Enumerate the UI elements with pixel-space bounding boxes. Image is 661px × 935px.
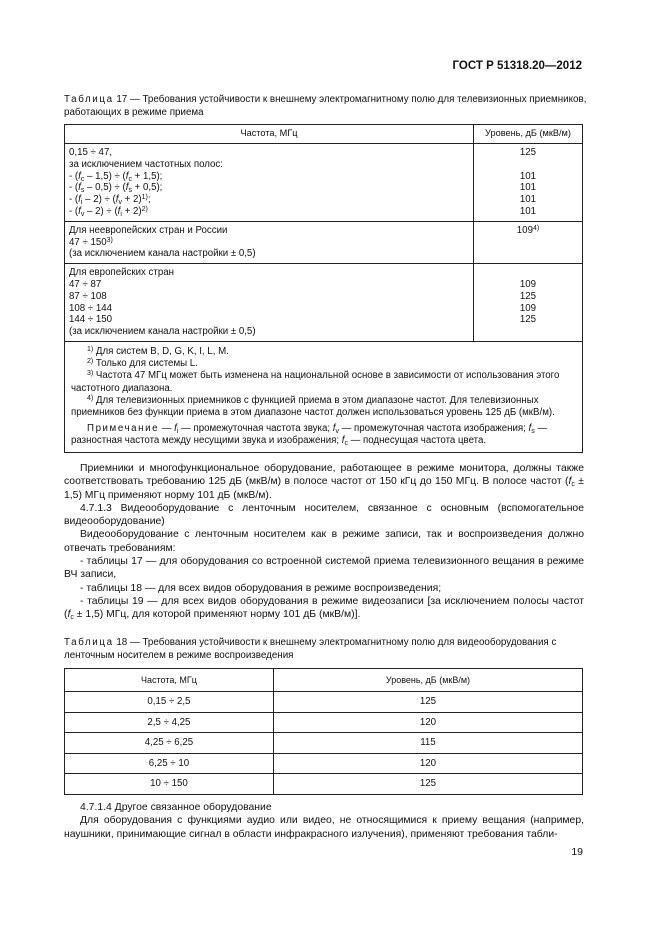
table17-cell: Для неевропейских стран и России (69, 224, 228, 236)
table17-value: 101 (519, 182, 537, 194)
table17-cell: Для европейских стран (69, 267, 174, 279)
table17-footnotes (65, 341, 583, 452)
table17-cell: за исключением частотных полос: (69, 158, 223, 170)
table17-col-level: Уровень, дБ (мкВ/м) (474, 125, 583, 144)
table17-cell: - $(f_v - 2) \div (f_i + 2)^{2)}$ (69, 205, 148, 218)
table17-cell: - $(f_i - 2) \div (f_v + 2)^{1)}$; (69, 194, 151, 207)
note-text: — $f_i$ — промежуточная частота звука; $f_v$ — промежуточная частота изображения; $f_s$ — разностная частота между несущими звука и изображения; $f_c$ — поднесущая частота цвета. (71, 423, 548, 448)
table18-caption-text: 18 — Требования устойчивости к внешнему электромагнитному полю для видеооборудования с ленточным носителем в режиме воспроизведения (64, 637, 557, 661)
table-row (65, 733, 583, 754)
table18-label: Таблица (64, 637, 114, 648)
table-17 (64, 124, 583, 453)
section-4-7-1-4-text: Для оборудования с функциями аудио или видео, не относящимися к приему вещания (например, наушники, принимающие сигнал в области инфракрасного излучения), применяют требования табли- (64, 815, 584, 840)
table-row (65, 774, 583, 795)
table17-value: 109 (519, 278, 537, 290)
body-text (64, 462, 584, 622)
table17-group-european (65, 264, 583, 342)
section-4-7-1-3-heading: 4.7.1.3 Видеооборудование с ленточным носителем, связанное с основным (вспомогательное видеооборудование) (64, 502, 584, 528)
table18-level: 125 (273, 774, 582, 795)
table17-cell: 0,15 ÷ 47, (69, 147, 113, 158)
table17-cell: 47 ÷ 87 (69, 278, 102, 290)
table17-col-frequency: Частота, МГц (65, 125, 474, 144)
table17-value: 125 (519, 290, 537, 302)
table17-value: 101 (519, 170, 537, 182)
table17-group-general (65, 144, 583, 222)
table17-cell: (за исключением канала настройки ± 0,5) (69, 326, 256, 338)
table17-group-non-european (65, 221, 583, 263)
note-label: Примечание (87, 423, 160, 435)
table18-freq: 4,25 ÷ 6,25 (65, 733, 274, 754)
table18-level: 120 (273, 753, 582, 774)
table17-caption (64, 93, 596, 119)
list-item-table-18: - таблицы 18 — для всех видов оборудования в режиме воспроизведения; (80, 582, 442, 594)
table17-cell: - $(f_c - 1,5) \div (f_c + 1,5)$; (69, 170, 163, 183)
table17-value: 125 (519, 314, 537, 326)
table18-caption (64, 636, 596, 662)
table17-cell: 87 ÷ 108 (69, 290, 107, 302)
table17-value: 101 (519, 194, 537, 206)
standard-number: ГОСТ Р 51318.20—2012 (452, 60, 582, 72)
table17-caption-text: 17 — Требования устойчивости к внешнему электромагнитному полю для телевизионных приемников, работающих в режиме приема (64, 94, 587, 118)
paragraph-requirements: Видеооборудование с ленточным носителем как в режиме записи, так и воспроизведения должно отвечать требованиям: (64, 529, 584, 554)
table-row (65, 753, 583, 774)
table18-col-frequency: Частота, МГц (65, 669, 274, 692)
table18-col-level: Уровень, дБ (мкВ/м) (273, 669, 582, 692)
list-item-table-19: - таблицы 19 — для всех видов оборудования в режиме видеозаписи [за исключением полосы частот $(f_c \pm 1,5)$ МГц, для которой применяют норму 101 дБ (мкВ/м)]. (64, 595, 584, 622)
table17-value: 109 (519, 302, 537, 314)
table18-freq: 6,25 ÷ 10 (65, 753, 274, 774)
paragraph-monitor-mode: Приемники и многофункциональное оборудование, работающее в режиме монитора, должны также соответствовать требованию 125 дБ (мкВ/м) в полосе частот от 150 кГц до 150 МГц. В полосе частот $(f_c \pm 1,5)$ МГц применяют норму 101 дБ (мкВ/м). (64, 463, 584, 501)
table17-value: 101 (519, 205, 537, 217)
table17-cell: (за исключением канала настройки ± 0,5) (69, 248, 256, 260)
table18-freq: 0,15 ÷ 2,5 (65, 692, 274, 713)
table18-freq: 2,5 ÷ 4,25 (65, 712, 274, 733)
footnote-2: $^{2)}$ Только для системы L. (87, 358, 198, 370)
footnote-4: $^{4)}$ Для телевизионных приемников с функцией приема в этом диапазоне частот. Для телевизионных приемников без функции приема в этом диапазоне частот должен использоваться уровень 125 дБ (мкВ/м). (71, 394, 555, 418)
table17-cell: 108 ÷ 144 (69, 302, 113, 314)
section-4-7-1-4-heading: 4.7.1.4 Другое связанное оборудование (80, 802, 272, 813)
table18-freq: 10 ÷ 150 (65, 774, 274, 795)
table17-cell: $47 \div 150^{3)}$ (69, 236, 113, 248)
table17-label: Таблица (64, 94, 114, 105)
section-4-7-1-4 (64, 801, 584, 841)
list-item-table-17: - таблицы 17 — для оборудования со встроенной системой приема телевизионного вещания в режиме ВЧ записи, (64, 556, 584, 581)
table18-level: 125 (273, 692, 582, 713)
table17-value: 125 (519, 147, 537, 158)
table-18 (64, 668, 583, 795)
table-row (65, 712, 583, 733)
table-row (65, 692, 583, 713)
table17-cell: 144 ÷ 150 (69, 314, 113, 326)
footnote-1: $^{1)}$ Для систем B, D, G, K, I, L, M. (87, 345, 229, 357)
table17-value: 109$^{4)}$ (516, 224, 540, 236)
page-number: 19 (571, 846, 583, 858)
table17-note (71, 423, 576, 447)
table17-cell: - $(f_s - 0,5) \div (f_s + 0,5)$; (69, 182, 163, 195)
table18-level: 120 (273, 712, 582, 733)
footnote-3: $^{3)}$ Частота 47 МГц может быть изменена на национальной основе в зависимости от использования этого частотного диапазона. (71, 370, 560, 394)
table18-level: 115 (273, 733, 582, 754)
